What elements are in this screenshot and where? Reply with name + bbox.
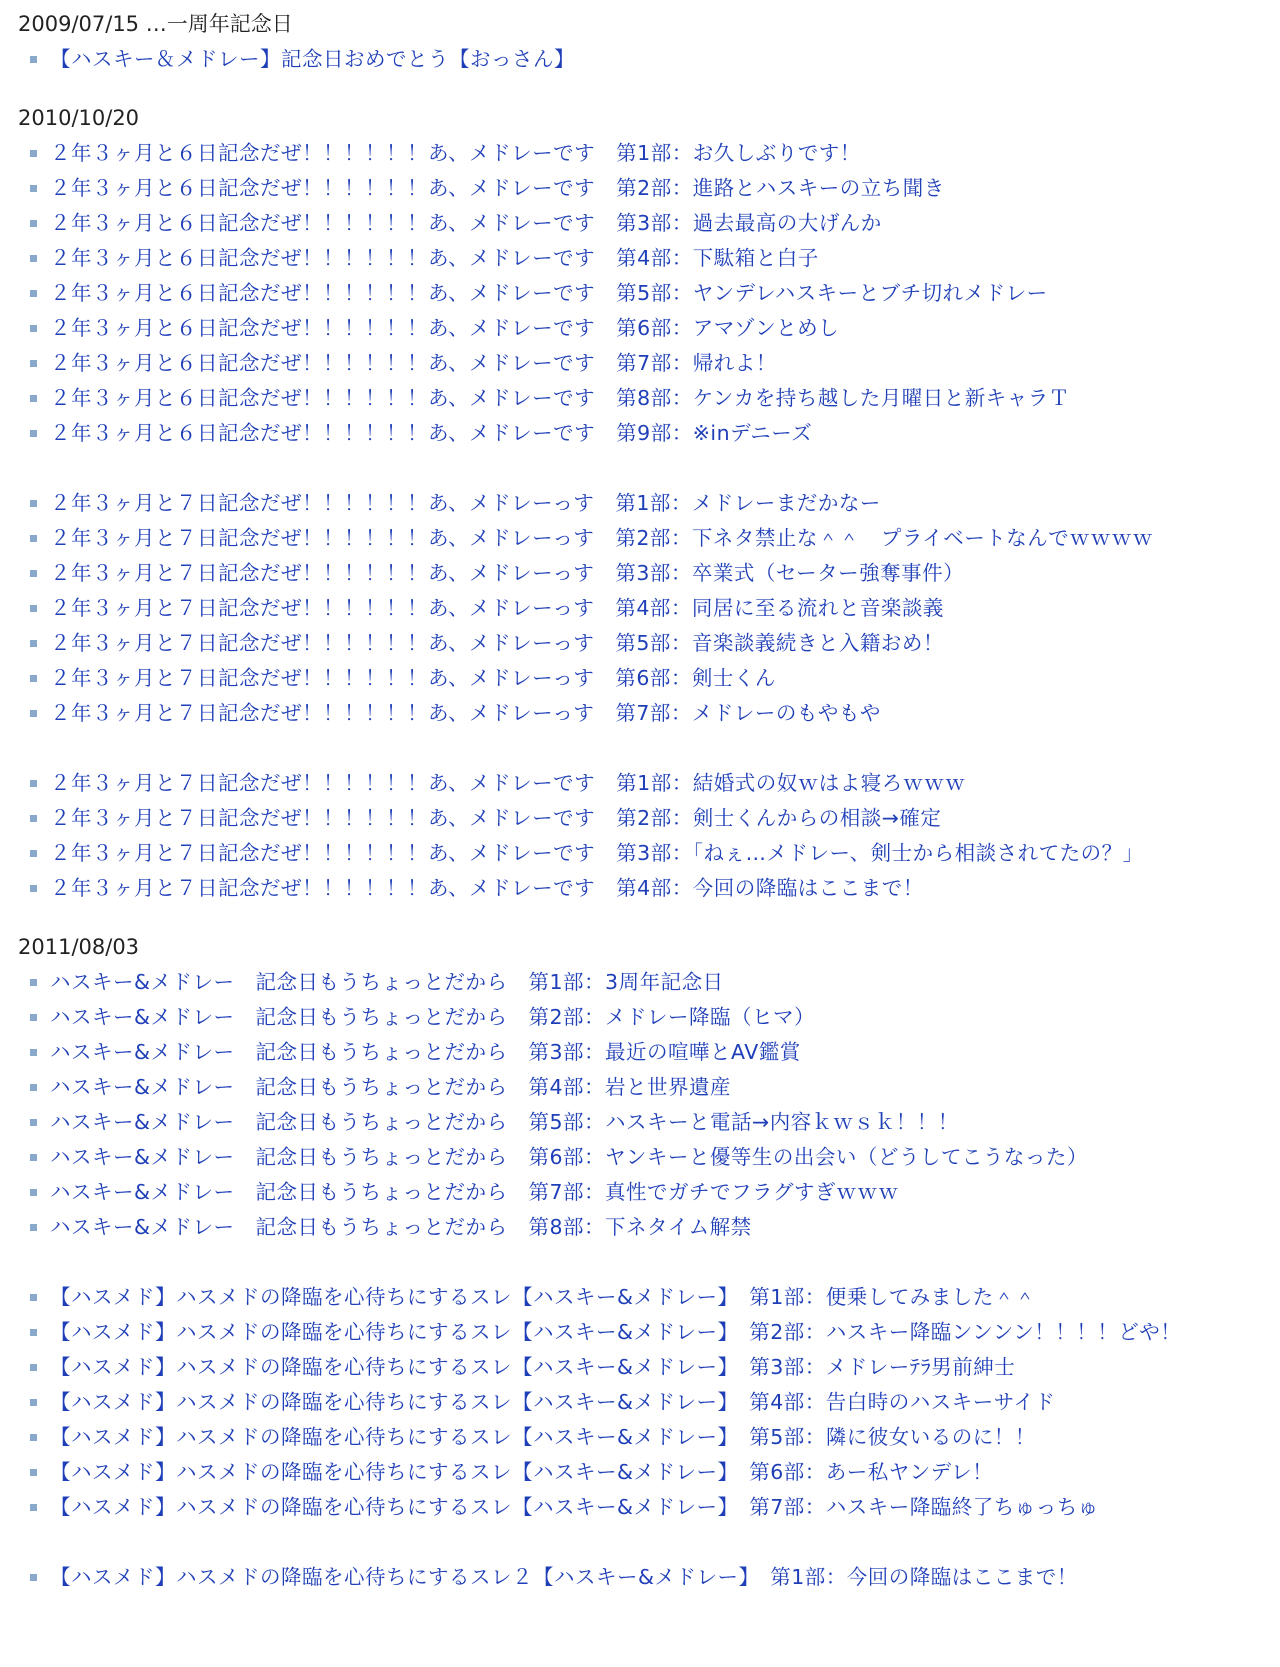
section-date-heading: 2010/10/20 [18, 106, 140, 130]
list-item [18, 346, 1280, 381]
list-item [18, 801, 1280, 836]
square-bullet-icon [30, 1399, 37, 1406]
thread-link[interactable]: 【ハスメド】ハスメドの降臨を心待ちにするスレ【ハスキー&メドレー】 第3部：メドレーﾃﾗ男前紳士 [50, 1355, 1016, 1379]
square-bullet-icon [30, 1154, 37, 1161]
thread-link[interactable]: ２年３ヶ月と６日記念だぜ！！！！！！あ、メドレーです 第5部：ヤンデレハスキーとブチ切れメドレー [50, 281, 1048, 305]
list-item [18, 241, 1280, 276]
square-bullet-icon [30, 1189, 37, 1196]
square-bullet-icon [30, 1574, 37, 1581]
list-item [18, 311, 1280, 346]
list-item [18, 171, 1280, 206]
square-bullet-icon [30, 1049, 37, 1056]
link-list [18, 136, 1280, 451]
square-bullet-icon [30, 1329, 37, 1336]
group-spacer [18, 1245, 1280, 1280]
square-bullet-icon [30, 675, 37, 682]
list-item [18, 1035, 1280, 1070]
square-bullet-icon [30, 1224, 37, 1231]
list-item [18, 416, 1280, 451]
list-item [18, 1350, 1280, 1385]
thread-link[interactable]: 【ハスメド】ハスメドの降臨を心待ちにするスレ【ハスキー&メドレー】 第4部：告白時のハスキーサイド [50, 1390, 1056, 1414]
square-bullet-icon [30, 395, 37, 402]
square-bullet-icon [30, 1119, 37, 1126]
list-item [18, 1210, 1280, 1245]
square-bullet-icon [30, 710, 37, 717]
list-item [18, 206, 1280, 241]
square-bullet-icon [30, 500, 37, 507]
square-bullet-icon [30, 1084, 37, 1091]
list-item [18, 1175, 1280, 1210]
section-spacer [18, 906, 1280, 933]
thread-link[interactable]: ２年３ヶ月と７日記念だぜ！！！！！！あ、メドレーです 第2部：剣士くんからの相談→確定 [50, 806, 942, 830]
thread-link[interactable]: ２年３ヶ月と７日記念だぜ！！！！！！あ、メドレーっす 第2部：下ネタ禁止な＾＾ プライベートなんでｗｗｗｗ [50, 526, 1154, 550]
list-item [18, 276, 1280, 311]
section-date-heading: 2011/08/03 [18, 935, 140, 959]
square-bullet-icon [30, 360, 37, 367]
square-bullet-icon [30, 255, 37, 262]
list-item [18, 381, 1280, 416]
square-bullet-icon [30, 605, 37, 612]
list-item [18, 696, 1280, 731]
square-bullet-icon [30, 570, 37, 577]
square-bullet-icon [30, 1014, 37, 1021]
square-bullet-icon [30, 56, 37, 63]
list-item [18, 1490, 1280, 1525]
square-bullet-icon [30, 780, 37, 787]
link-list [18, 1280, 1280, 1525]
thread-link[interactable]: ハスキー&メドレー 記念日もうちょっとだから 第6部：ヤンキーと優等生の出会い（どうしてこうなった） [50, 1145, 1088, 1169]
square-bullet-icon [30, 815, 37, 822]
link-list [18, 965, 1280, 1245]
thread-link[interactable]: ２年３ヶ月と６日記念だぜ！！！！！！あ、メドレーです 第4部：下駄箱と白子 [50, 246, 819, 270]
list-item [18, 766, 1280, 801]
thread-link[interactable]: ハスキー&メドレー 記念日もうちょっとだから 第1部：3周年記念日 [50, 970, 724, 994]
square-bullet-icon [30, 430, 37, 437]
list-item [18, 556, 1280, 591]
thread-link[interactable]: ハスキー&メドレー 記念日もうちょっとだから 第4部：岩と世界遺産 [50, 1075, 732, 1099]
list-item [18, 1140, 1280, 1175]
thread-link[interactable]: ハスキー&メドレー 記念日もうちょっとだから 第2部：メドレー降臨（ヒマ） [50, 1005, 816, 1029]
square-bullet-icon [30, 150, 37, 157]
thread-link[interactable]: 【ハスキー＆メドレー】記念日おめでとう【おっさん】 [50, 47, 575, 71]
list-item [18, 1070, 1280, 1105]
thread-link[interactable]: ２年３ヶ月と６日記念だぜ！！！！！！あ、メドレーです 第7部：帰れよ！ [50, 351, 777, 375]
group-spacer [18, 731, 1280, 766]
square-bullet-icon [30, 535, 37, 542]
thread-link[interactable]: ２年３ヶ月と６日記念だぜ！！！！！！あ、メドレーです 第6部：アマゾンとめし [50, 316, 840, 340]
group-spacer [18, 451, 1280, 486]
square-bullet-icon [30, 885, 37, 892]
thread-link[interactable]: 【ハスメド】ハスメドの降臨を心待ちにするスレ【ハスキー&メドレー】 第7部：ハスキー降臨終了ちゅっちゅ [50, 1495, 1099, 1519]
square-bullet-icon [30, 1434, 37, 1441]
thread-link[interactable]: 【ハスメド】ハスメドの降臨を心待ちにするスレ２【ハスキー&メドレー】 第1部：今回の降臨はここまで！ [50, 1565, 1078, 1589]
square-bullet-icon [30, 1504, 37, 1511]
section-date-heading: 2009/07/15 …一周年記念日 [18, 12, 293, 36]
thread-link[interactable]: ２年３ヶ月と６日記念だぜ！！！！！！あ、メドレーです 第3部：過去最高の大げんか [50, 211, 882, 235]
group-spacer [18, 1525, 1280, 1560]
list-item [18, 521, 1280, 556]
thread-link[interactable]: 【ハスメド】ハスメドの降臨を心待ちにするスレ【ハスキー&メドレー】 第5部：隣に彼女いるのに！！ [50, 1425, 1036, 1449]
thread-link[interactable]: ２年３ヶ月と７日記念だぜ！！！！！！あ、メドレーっす 第3部：卒業式（セーター強奪事件） [50, 561, 965, 585]
thread-link[interactable]: 【ハスメド】ハスメドの降臨を心待ちにするスレ【ハスキー&メドレー】 第2部：ハスキー降臨ンンンン！！！！どや！ [50, 1320, 1182, 1344]
list-item [18, 1105, 1280, 1140]
thread-link[interactable]: ハスキー&メドレー 記念日もうちょっとだから 第5部：ハスキーと電話→内容ｋｗｓｋ！！！ [50, 1110, 959, 1134]
square-bullet-icon [30, 640, 37, 647]
thread-link[interactable]: ハスキー&メドレー 記念日もうちょっとだから 第3部：最近の喧嘩とAV鑑賞 [50, 1040, 801, 1064]
list-item [18, 965, 1280, 1000]
list-item [18, 1000, 1280, 1035]
thread-link[interactable]: ２年３ヶ月と６日記念だぜ！！！！！！あ、メドレーです 第1部：お久しぶりです！ [50, 141, 861, 165]
thread-link[interactable]: ２年３ヶ月と７日記念だぜ！！！！！！あ、メドレーっす 第5部：音楽談義続きと入籍おめ！ [50, 631, 944, 655]
list-item [18, 591, 1280, 626]
link-list [18, 486, 1280, 731]
list-item [18, 1280, 1280, 1315]
list-item [18, 42, 1280, 77]
thread-link[interactable]: ２年３ヶ月と７日記念だぜ！！！！！！あ、メドレーです 第4部：今回の降臨はここまで！ [50, 876, 924, 900]
thread-link[interactable]: ２年３ヶ月と６日記念だぜ！！！！！！あ、メドレーです 第9部：※inデニーズ [50, 421, 813, 445]
thread-link[interactable]: ２年３ヶ月と６日記念だぜ！！！！！！あ、メドレーです 第2部：進路とハスキーの立ち聞き [50, 176, 945, 200]
thread-link[interactable]: ハスキー&メドレー 記念日もうちょっとだから 第8部：下ネタイム解禁 [50, 1215, 752, 1239]
square-bullet-icon [30, 325, 37, 332]
link-list [18, 766, 1280, 906]
link-list [18, 42, 1280, 77]
thread-link[interactable]: ２年３ヶ月と７日記念だぜ！！！！！！あ、メドレーっす 第4部：同居に至る流れと音楽談義 [50, 596, 944, 620]
square-bullet-icon [30, 1469, 37, 1476]
square-bullet-icon [30, 290, 37, 297]
list-item [18, 1455, 1280, 1490]
square-bullet-icon [30, 850, 37, 857]
square-bullet-icon [30, 185, 37, 192]
list-item [18, 486, 1280, 521]
thread-link[interactable]: 【ハスメド】ハスメドの降臨を心待ちにするスレ【ハスキー&メドレー】 第1部：便乗してみました＾＾ [50, 1285, 1036, 1309]
list-item [18, 1560, 1280, 1595]
list-item [18, 1385, 1280, 1420]
thread-link[interactable]: ２年３ヶ月と７日記念だぜ！！！！！！あ、メドレーっす 第1部：メドレーまだかなー [50, 491, 881, 515]
section-spacer [18, 77, 1280, 104]
list-item [18, 836, 1280, 871]
thread-link[interactable]: ２年３ヶ月と６日記念だぜ！！！！！！あ、メドレーです 第8部：ケンカを持ち越した月曜日と新キャラＴ [50, 386, 1070, 410]
square-bullet-icon [30, 1364, 37, 1371]
list-item [18, 1315, 1280, 1350]
thread-link[interactable]: ２年３ヶ月と７日記念だぜ！！！！！！あ、メドレーです 第3部：「ねぇ…メドレー、剣士から相談されてたの？」 [50, 841, 1144, 865]
square-bullet-icon [30, 1294, 37, 1301]
list-item [18, 661, 1280, 696]
thread-link[interactable]: ハスキー&メドレー 記念日もうちょっとだから 第7部：真性でガチでフラグすぎｗｗｗ [50, 1180, 900, 1204]
thread-link[interactable]: ２年３ヶ月と７日記念だぜ！！！！！！あ、メドレーです 第1部：結婚式の奴ｗはよ寝ろｗｗｗ [50, 771, 966, 795]
list-item [18, 871, 1280, 906]
list-item [18, 136, 1280, 171]
list-item [18, 1420, 1280, 1455]
link-list [18, 1560, 1280, 1595]
thread-link[interactable]: ２年３ヶ月と７日記念だぜ！！！！！！あ、メドレーっす 第7部：メドレーのもやもや [50, 701, 881, 725]
thread-link[interactable]: 【ハスメド】ハスメドの降臨を心待ちにするスレ【ハスキー&メドレー】 第6部：あー私ヤンデレ！ [50, 1460, 994, 1484]
list-item [18, 626, 1280, 661]
square-bullet-icon [30, 979, 37, 986]
square-bullet-icon [30, 220, 37, 227]
thread-link[interactable]: ２年３ヶ月と７日記念だぜ！！！！！！あ、メドレーっす 第6部：剣士くん [50, 666, 776, 690]
